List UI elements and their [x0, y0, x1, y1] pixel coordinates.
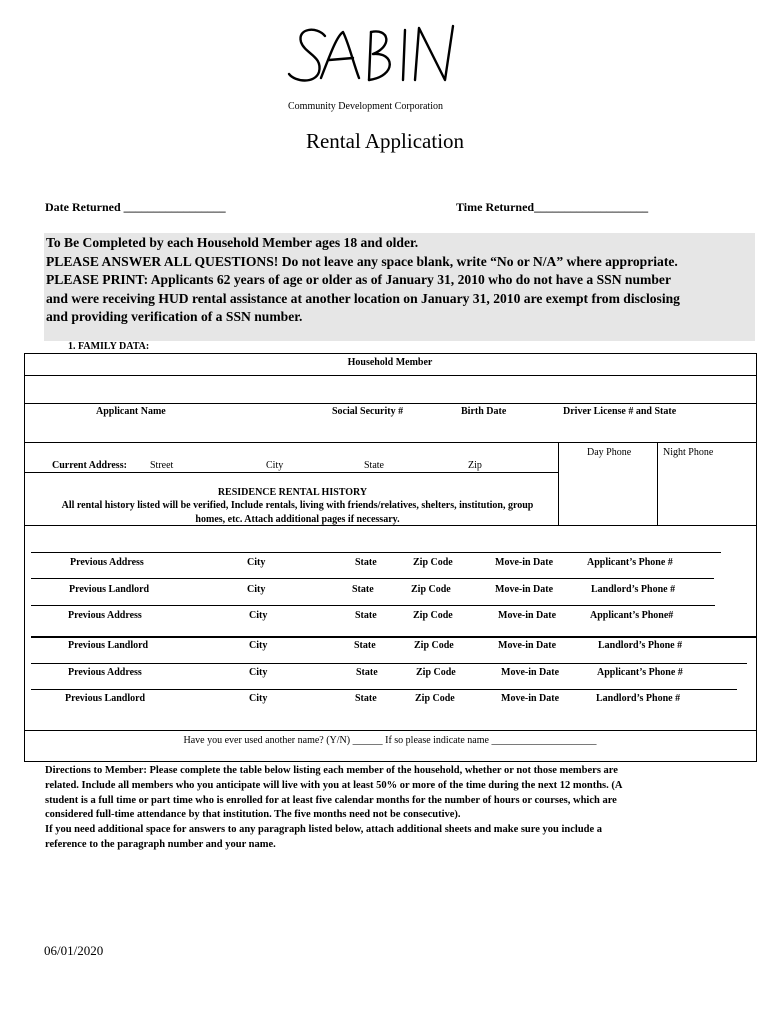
- time-returned-field[interactable]: Time Returned___________________: [456, 200, 649, 214]
- history-row-3-move: Move-in Date: [498, 610, 557, 621]
- divider: [25, 403, 756, 404]
- input-line[interactable]: [31, 663, 747, 664]
- history-row-6-zip: Zip Code: [415, 693, 455, 704]
- household-member-heading: Household Member: [347, 357, 433, 368]
- directions-line: If you need additional space for answers to any paragraph listed below, attach additional sheets and make sure you include a: [45, 824, 603, 836]
- divider: [25, 472, 558, 473]
- history-row-4-move: Move-in Date: [498, 640, 557, 651]
- history-row-2-phone: Landlord’s Phone #: [591, 584, 676, 595]
- notice-line: PLEASE PRINT: Applicants 62 years of age or older as of January 31, 2010 who do not have a SSN number: [46, 272, 671, 287]
- history-row-3-phone: Applicant’s Phone#: [590, 610, 674, 621]
- history-row-6-state: State: [355, 693, 377, 704]
- history-row-6-first: Previous Landlord: [65, 693, 146, 704]
- history-row-1-phone: Applicant’s Phone #: [587, 557, 673, 568]
- history-row-3-city: City: [249, 610, 268, 621]
- footer-date: 06/01/2020: [44, 943, 104, 958]
- history-row-6-move: Move-in Date: [501, 693, 560, 704]
- directions-line: Directions to Member: Please complete the table below listing each member of the household, whether or not those members are: [45, 765, 618, 776]
- notice-line: and providing verification of a SSN number.: [46, 309, 303, 324]
- history-row-3-first: Previous Address: [68, 610, 142, 621]
- rental-history-note-1: All rental history listed will be verified, Include rentals, living with friends/relatives, shelters, institution, group: [61, 500, 534, 511]
- divider: [657, 442, 658, 526]
- applicant-name-label: Applicant Name: [96, 406, 166, 417]
- history-row-4-zip: Zip Code: [414, 640, 454, 651]
- rental-history-title: RESIDENCE RENTAL HISTORY: [217, 487, 368, 498]
- input-line[interactable]: [31, 552, 721, 553]
- zip-label: Zip: [468, 460, 482, 471]
- history-row-1-city: City: [247, 557, 266, 568]
- history-row-3-zip: Zip Code: [413, 610, 453, 621]
- divider: [25, 525, 756, 526]
- history-row-4-state: State: [354, 640, 376, 651]
- section-family-data-heading: 1. FAMILY DATA:: [68, 341, 150, 352]
- current-address-label-text: Current Address:: [52, 460, 127, 471]
- directions-line: student is a full time or part time who is enrolled for at least five calendar months for the number of hours or courses, which are: [45, 794, 617, 806]
- instructions-notice: [44, 233, 755, 341]
- family-data-table: [24, 353, 757, 762]
- history-row-5-zip: Zip Code: [416, 667, 456, 678]
- history-row-2-state: State: [352, 584, 374, 595]
- street-label: Street: [150, 460, 174, 471]
- history-row-2-move: Move-in Date: [495, 584, 554, 595]
- input-line[interactable]: [31, 578, 714, 579]
- history-row-2-first: Previous Landlord: [69, 584, 150, 595]
- state-label: State: [364, 460, 384, 471]
- directions-to-member: [45, 764, 735, 853]
- divider: [25, 375, 756, 376]
- birth-date-label: Birth Date: [461, 406, 507, 417]
- history-row-1-state: State: [355, 557, 377, 568]
- history-row-4-phone: Landlord’s Phone #: [598, 640, 683, 651]
- night-phone-label: Night Phone: [663, 447, 714, 458]
- logo-subtitle: Community Development Corporation: [288, 101, 443, 112]
- history-row-5-state: State: [356, 667, 378, 678]
- divider: [25, 442, 756, 443]
- notice-line: To Be Completed by each Household Member ages 18 and older.: [46, 235, 419, 250]
- input-line[interactable]: [31, 605, 715, 606]
- directions-line: related. Include all members who you anticipate will live with you at least 50% or more of the time during the next 12 months. (A: [45, 779, 623, 791]
- history-row-3-state: State: [355, 610, 377, 621]
- day-phone-label: Day Phone: [587, 447, 632, 458]
- input-line[interactable]: [31, 689, 737, 690]
- directions-line: reference to the paragraph number and your name.: [45, 838, 276, 850]
- rental-history-note-2: homes, etc. Attach additional pages if necessary.: [195, 514, 400, 525]
- history-row-5-city: City: [249, 667, 268, 678]
- history-row-4-first: Previous Landlord: [68, 640, 149, 651]
- history-row-6-city: City: [249, 693, 268, 704]
- notice-line: and were receiving HUD rental assistance at another location on January 31, 2010 are exempt from disclosing: [46, 290, 680, 306]
- notice-line: PLEASE ANSWER ALL QUESTIONS! Do not leave any space blank, write “No or N/A” where appropriate.: [46, 253, 678, 269]
- history-row-5-first: Previous Address: [68, 667, 142, 678]
- input-line[interactable]: [31, 636, 756, 638]
- history-row-6-phone: Landlord’s Phone #: [596, 693, 681, 704]
- history-row-1-first: Previous Address: [70, 557, 144, 568]
- history-row-2-city: City: [247, 584, 266, 595]
- current-address-label: [52, 460, 127, 471]
- date-returned-field[interactable]: Date Returned _________________: [45, 200, 226, 214]
- history-row-1-zip: Zip Code: [413, 557, 453, 568]
- directions-line: considered full-time attendance by that institution. The five months need not be consecutive).: [45, 809, 461, 821]
- ssn-label: Social Security #: [332, 406, 404, 417]
- driver-license-label: Driver License # and State: [563, 406, 677, 417]
- page-title: Rental Application: [305, 129, 465, 153]
- other-name-question[interactable]: Have you ever used another name? (Y/N) ______ If so please indicate name _____________________: [183, 735, 597, 746]
- history-row-1-move: Move-in Date: [495, 557, 554, 568]
- history-row-4-city: City: [249, 640, 268, 651]
- city-label: City: [266, 460, 284, 471]
- history-row-5-phone: Applicant’s Phone #: [597, 667, 683, 678]
- divider: [25, 730, 756, 731]
- history-row-2-zip: Zip Code: [411, 584, 451, 595]
- history-row-5-move: Move-in Date: [501, 667, 560, 678]
- sabin-logo: [285, 22, 470, 94]
